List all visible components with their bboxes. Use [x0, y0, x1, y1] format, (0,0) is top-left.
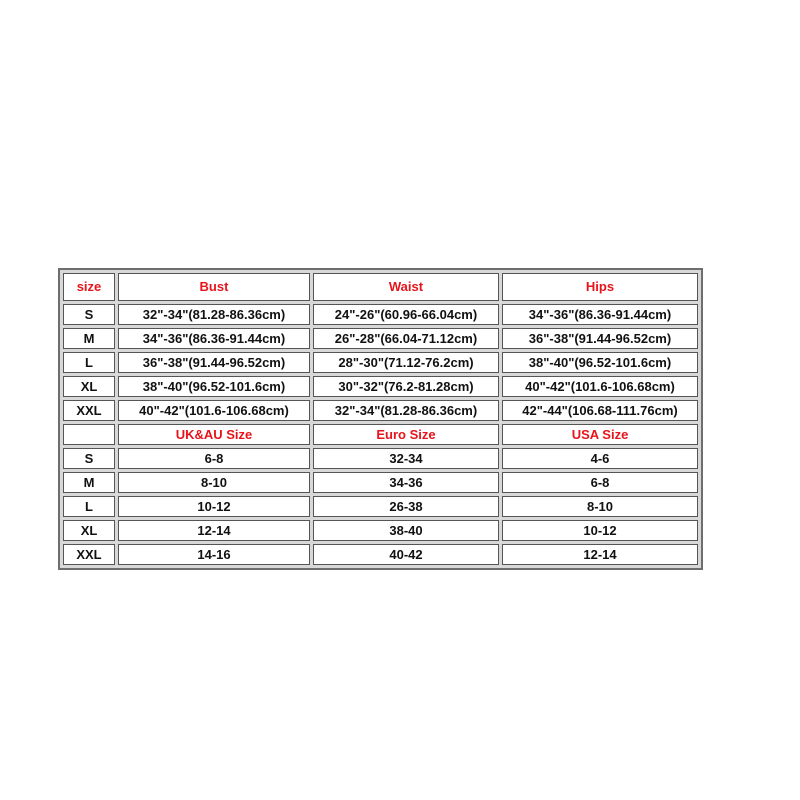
hips-cell: 36"-38"(91.44-96.52cm): [502, 328, 698, 349]
size-label: XXL: [63, 400, 115, 421]
header-blank: [63, 424, 115, 445]
table-row: [63, 328, 698, 349]
hips-cell: 40"-42"(101.6-106.68cm): [502, 376, 698, 397]
euro-cell: 26-38: [313, 496, 499, 517]
table-row: [63, 400, 698, 421]
usa-cell: 12-14: [502, 544, 698, 565]
size-label: XXL: [63, 544, 115, 565]
table-row: [63, 520, 698, 541]
uk-au-cell: 14-16: [118, 544, 310, 565]
usa-cell: 8-10: [502, 496, 698, 517]
header-hips: Hips: [502, 273, 698, 301]
header-usa-size: USA Size: [502, 424, 698, 445]
euro-cell: 38-40: [313, 520, 499, 541]
usa-cell: 4-6: [502, 448, 698, 469]
header-bust: Bust: [118, 273, 310, 301]
uk-au-cell: 10-12: [118, 496, 310, 517]
euro-cell: 34-36: [313, 472, 499, 493]
header-waist: Waist: [313, 273, 499, 301]
hips-cell: 34"-36"(86.36-91.44cm): [502, 304, 698, 325]
euro-cell: 32-34: [313, 448, 499, 469]
header-size: size: [63, 273, 115, 301]
size-label: M: [63, 328, 115, 349]
size-label: XL: [63, 520, 115, 541]
header-euro-size: Euro Size: [313, 424, 499, 445]
hips-cell: 38"-40"(96.52-101.6cm): [502, 352, 698, 373]
usa-cell: 10-12: [502, 520, 698, 541]
measurement-header-row: [63, 273, 698, 301]
size-label: S: [63, 448, 115, 469]
size-label: L: [63, 352, 115, 373]
bust-cell: 40"-42"(101.6-106.68cm): [118, 400, 310, 421]
table-row: [63, 352, 698, 373]
usa-cell: 6-8: [502, 472, 698, 493]
waist-cell: 30"-32"(76.2-81.28cm): [313, 376, 499, 397]
table-row: [63, 376, 698, 397]
hips-cell: 42"-44"(106.68-111.76cm): [502, 400, 698, 421]
waist-cell: 26"-28"(66.04-71.12cm): [313, 328, 499, 349]
bust-cell: 32"-34"(81.28-86.36cm): [118, 304, 310, 325]
euro-cell: 40-42: [313, 544, 499, 565]
uk-au-cell: 12-14: [118, 520, 310, 541]
conversion-header-row: [63, 424, 698, 445]
size-chart-table: [58, 268, 703, 570]
table-row: [63, 448, 698, 469]
size-label: L: [63, 496, 115, 517]
table-row: [63, 496, 698, 517]
table-row: [63, 304, 698, 325]
bust-cell: 36"-38"(91.44-96.52cm): [118, 352, 310, 373]
size-label: S: [63, 304, 115, 325]
table-row: [63, 472, 698, 493]
waist-cell: 24"-26"(60.96-66.04cm): [313, 304, 499, 325]
header-uk-au-size: UK&AU Size: [118, 424, 310, 445]
uk-au-cell: 8-10: [118, 472, 310, 493]
waist-cell: 28"-30"(71.12-76.2cm): [313, 352, 499, 373]
waist-cell: 32"-34"(81.28-86.36cm): [313, 400, 499, 421]
table-row: [63, 544, 698, 565]
bust-cell: 34"-36"(86.36-91.44cm): [118, 328, 310, 349]
uk-au-cell: 6-8: [118, 448, 310, 469]
bust-cell: 38"-40"(96.52-101.6cm): [118, 376, 310, 397]
size-label: XL: [63, 376, 115, 397]
size-label: M: [63, 472, 115, 493]
